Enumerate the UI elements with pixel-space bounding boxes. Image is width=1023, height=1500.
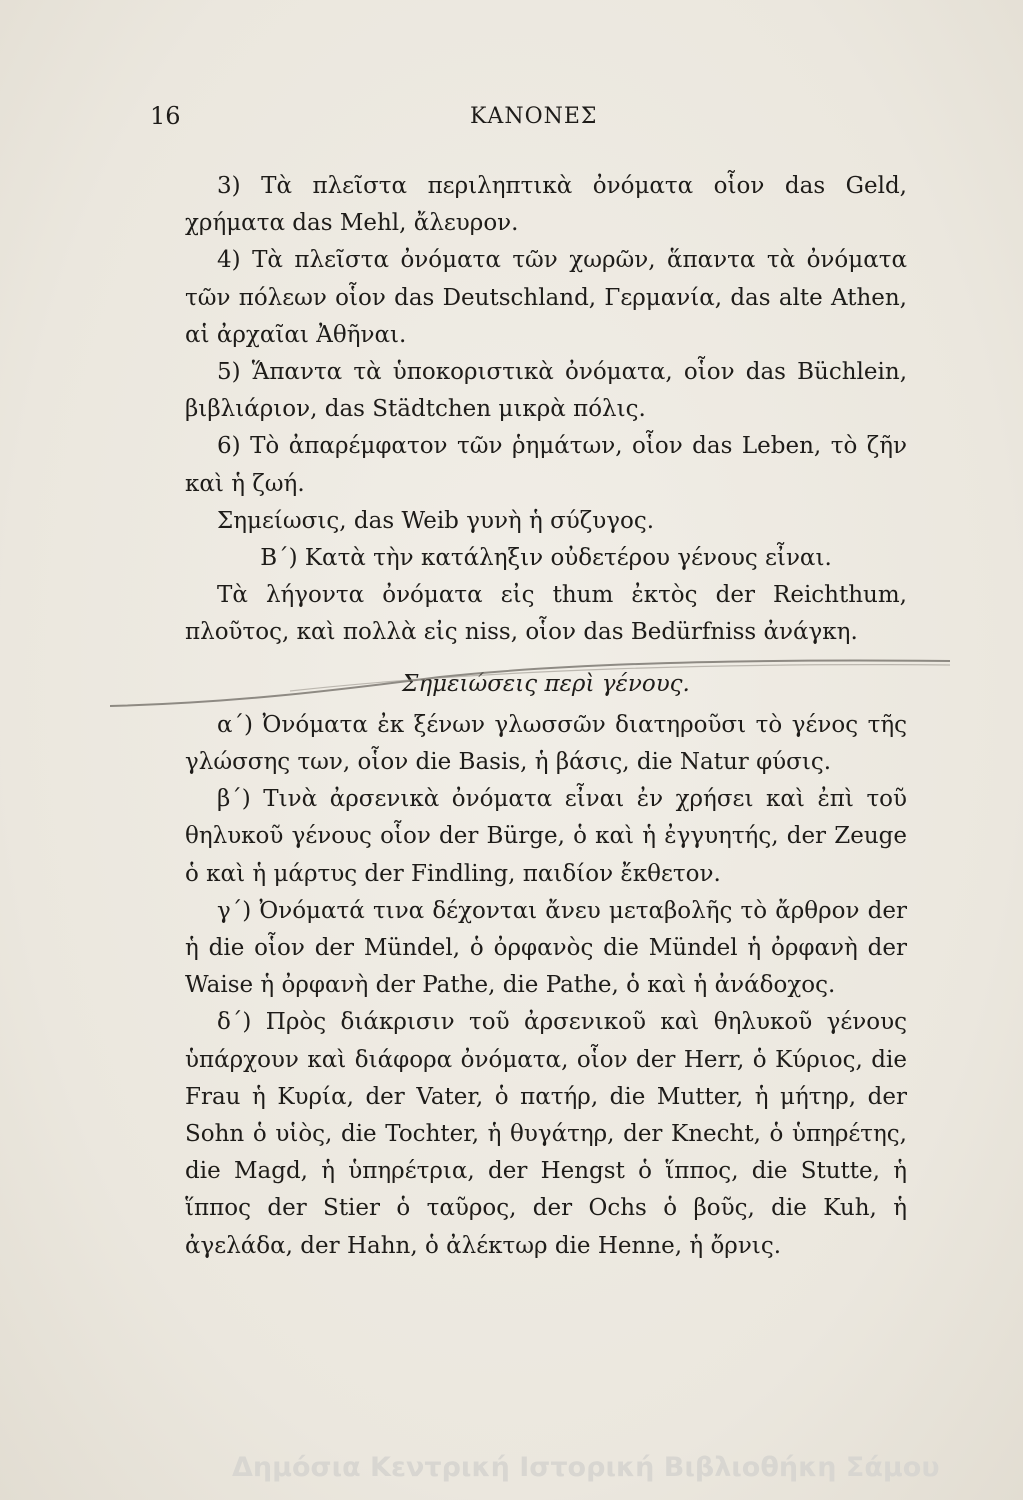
note-gamma: γ΄) Ὀνόματά τινα δέχονται ἄνευ μεταβολῆς τὸ ἄρθρον der ἡ die οἷον der Mündel, ὁ ὀρφανὸς die Mündel ἡ ὀρφανὴ der Waise ἡ ὀρφανὴ der Pathe, die Pathe, ὁ καὶ ἡ ἀνάδοχος. xyxy=(185,897,907,999)
paragraph-rule-6: 6) Τὸ ἀπαρέμφατον τῶν ῥημάτων, οἷον das Leben, τὸ ζῆν καὶ ἡ ζωή. xyxy=(185,433,907,497)
paragraph-rule-5: 5) Ἅπαντα τὰ ὑποκοριστικὰ ὀνόματα, οἷον das Büchlein, βιβλιάριον, das Städtchen μικρὰ πόλις. xyxy=(185,359,907,423)
paragraph-rule-3: 3) Τὰ πλεῖστα περιληπτικὰ ὀνόματα οἷον das Geld, χρήματα das Mehl, ἄλευρον. xyxy=(185,173,907,237)
note-delta: δ΄) Πρὸς διάκρισιν τοῦ ἀρσενικοῦ καὶ θηλυκοῦ γένους ὑπάρχουν καὶ διάφορα ὀνόματα, οἷον der Herr, ὁ Κύριος, die Frau ἡ Κυρία, der Vater, ὁ πατήρ, die Mutter, ἡ μήτηρ, der Sohn ὁ υἱὸς, die Tochter, ἡ θυγάτηρ, der Knecht, ὁ ὑπηρέτης, die Magd, ἡ ὑπηρέτρια, der Hengst ὁ ἵππος, die Stutte, ἡ ἵππος der Stier ὁ ταῦρος, der Ochs ὁ βοῦς, die Kuh, ἡ ἀγελάδα, der Hahn, ὁ ἀλέκτωρ die Henne, ἡ ὄρνις. xyxy=(185,1009,907,1259)
running-title: ΚΑΝΟΝΕΣ xyxy=(470,104,598,129)
note-alpha: α΄) Ὀνόματα ἐκ ξένων γλωσσῶν διατηροῦσι τὸ γένος τῆς γλώσσης των, οἷον die Basis, ἡ βάσις, die Natur φύσις. xyxy=(185,711,907,776)
page-header xyxy=(150,102,950,142)
page-number: 16 xyxy=(150,102,181,130)
paragraph-rule-4: 4) Τὰ πλεῖστα ὀνόματα τῶν χωρῶν, ἅπαντα τὰ ὀνόματα τῶν πόλεων οἷον das Deutschland, Γερμανία, das alte Athen, αἱ ἀρχαῖαι Ἀθῆναι. xyxy=(185,247,907,348)
paragraph-remark: Σημείωσις, das Weib γυνὴ ἡ σύζυγος. xyxy=(217,507,655,534)
library-watermark: Δημόσια Κεντρική Ιστορική Βιβλιοθήκη Σάμου xyxy=(232,1452,940,1483)
page-fold-line xyxy=(110,651,950,711)
paragraph-section-b: Β΄) Κατὰ τὴν κατάληξιν οὐδετέρου γένους εἶναι. xyxy=(260,545,832,572)
body-text xyxy=(185,168,907,1265)
section-title: Σημειώσεις περὶ γένους. xyxy=(402,670,690,697)
paragraph-endings: Τὰ λήγοντα ὀνόματα εἰς thum ἐκτὸς der Reichthum, πλοῦτος, καὶ πολλὰ εἰς niss, οἷον das Bedürfniss ἀνάγκη. xyxy=(185,582,907,646)
note-beta: β΄) Τινὰ ἀρσενικὰ ὀνόματα εἶναι ἐν χρήσει καὶ ἐπὶ τοῦ θηλυκοῦ γένους οἷον der Bürge, ὁ καὶ ἡ ἐγγυητής, der Zeuge ὁ καὶ ἡ μάρτυς der Findling, παιδίον ἔκθετον. xyxy=(185,786,907,887)
